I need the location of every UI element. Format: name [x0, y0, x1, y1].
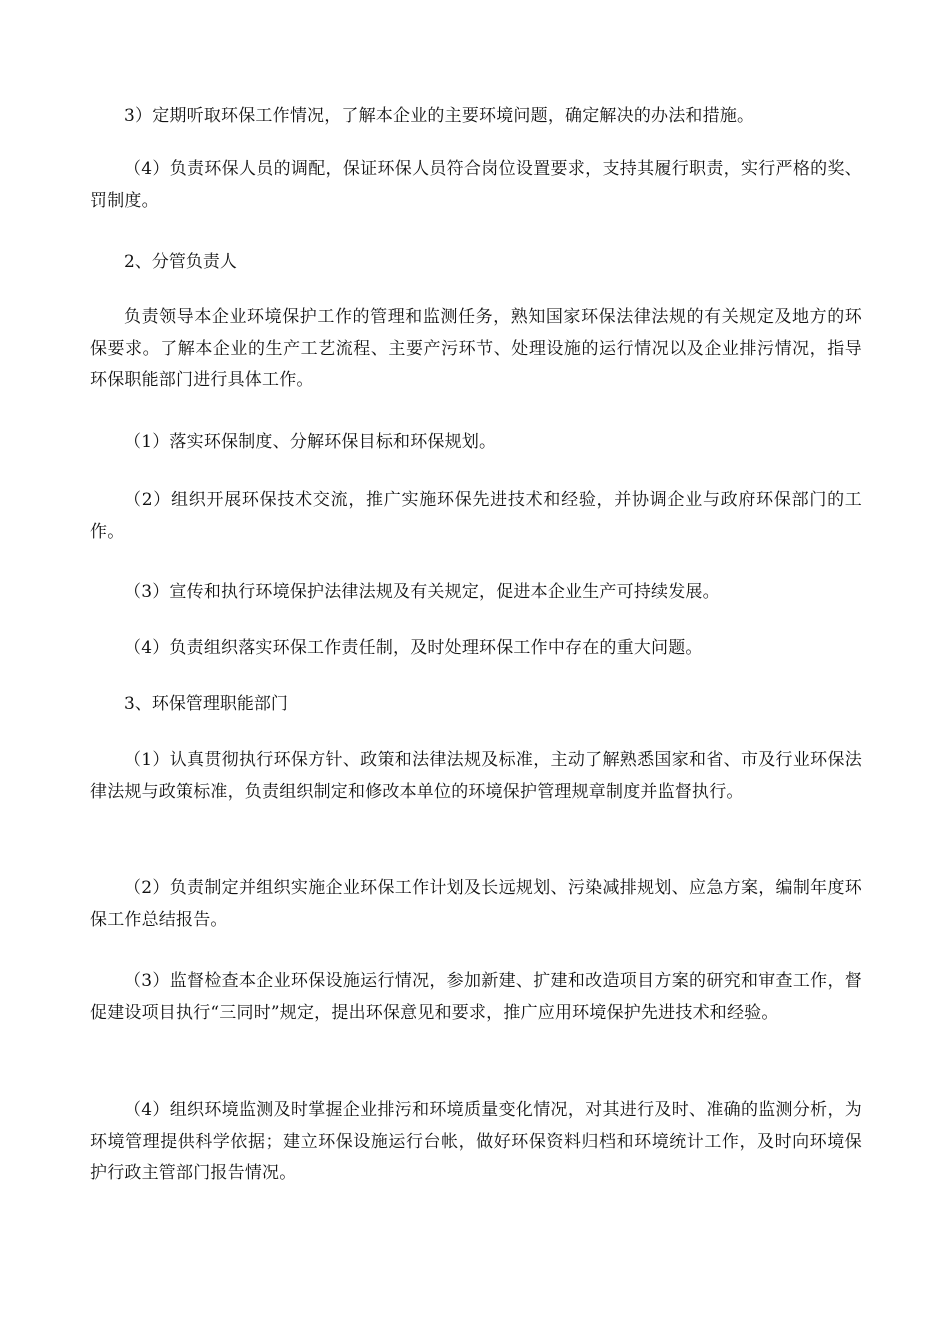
paragraph-department-item-3: （3）监督检查本企业环保设施运行情况，参加新建、扩建和改造项目方案的研究和审查工作，督促建设项目执行“三同时”规定，提出环保意见和要求，推广应用环境保护先进技术和经验。: [90, 971, 862, 1023]
paragraph-deputy-item-4: （4）负责组织落实环保工作责任制，及时处理环保工作中存在的重大问题。: [124, 638, 703, 658]
paragraph-department-item-2: （2）负责制定并组织实施企业环保工作计划及长远规划、污染减排规划、应急方案，编制年度环保工作总结报告。: [90, 878, 862, 930]
paragraph-department-item-4: （4）组织环境监测及时掌握企业排污和环境质量变化情况，对其进行及时、准确的监测分析，为环境管理提供科学依据；建立环保设施运行台帐，做好环保资料归档和环境统计工作，及时向环境保护行政主管部门报告情况。: [90, 1100, 862, 1183]
paragraph-item-4: （4）负责环保人员的调配，保证环保人员符合岗位设置要求，支持其履行职责，实行严格的奖、罚制度。: [90, 159, 862, 211]
section-heading-deputy-leader: 2、分管负责人: [124, 252, 237, 272]
paragraph-item-3: 3）定期听取环保工作情况，了解本企业的主要环境问题，确定解决的办法和措施。: [124, 106, 755, 126]
paragraph-deputy-leader-duties: 负责领导本企业环境保护工作的管理和监测任务，熟知国家环保法律法规的有关规定及地方的环保要求。了解本企业的生产工艺流程、主要产污环节、处理设施的运行情况以及企业排污情况，指导环保职能部门进行具体工作。: [90, 307, 862, 390]
paragraph-deputy-item-2: （2）组织开展环保技术交流，推广实施环保先进技术和经验，并协调企业与政府环保部门的工作。: [90, 490, 862, 542]
paragraph-deputy-item-3: （3）宣传和执行环境保护法律法规及有关规定，促进本企业生产可持续发展。: [124, 582, 720, 602]
paragraph-department-item-1: （1）认真贯彻执行环保方针、政策和法律法规及标准，主动了解熟悉国家和省、市及行业环保法律法规与政策标准，负责组织制定和修改本单位的环境保护管理规章制度并监督执行。: [90, 750, 862, 802]
paragraph-deputy-item-1: （1）落实环保制度、分解环保目标和环保规划。: [124, 432, 497, 452]
section-heading-env-department: 3、环保管理职能部门: [124, 694, 288, 714]
